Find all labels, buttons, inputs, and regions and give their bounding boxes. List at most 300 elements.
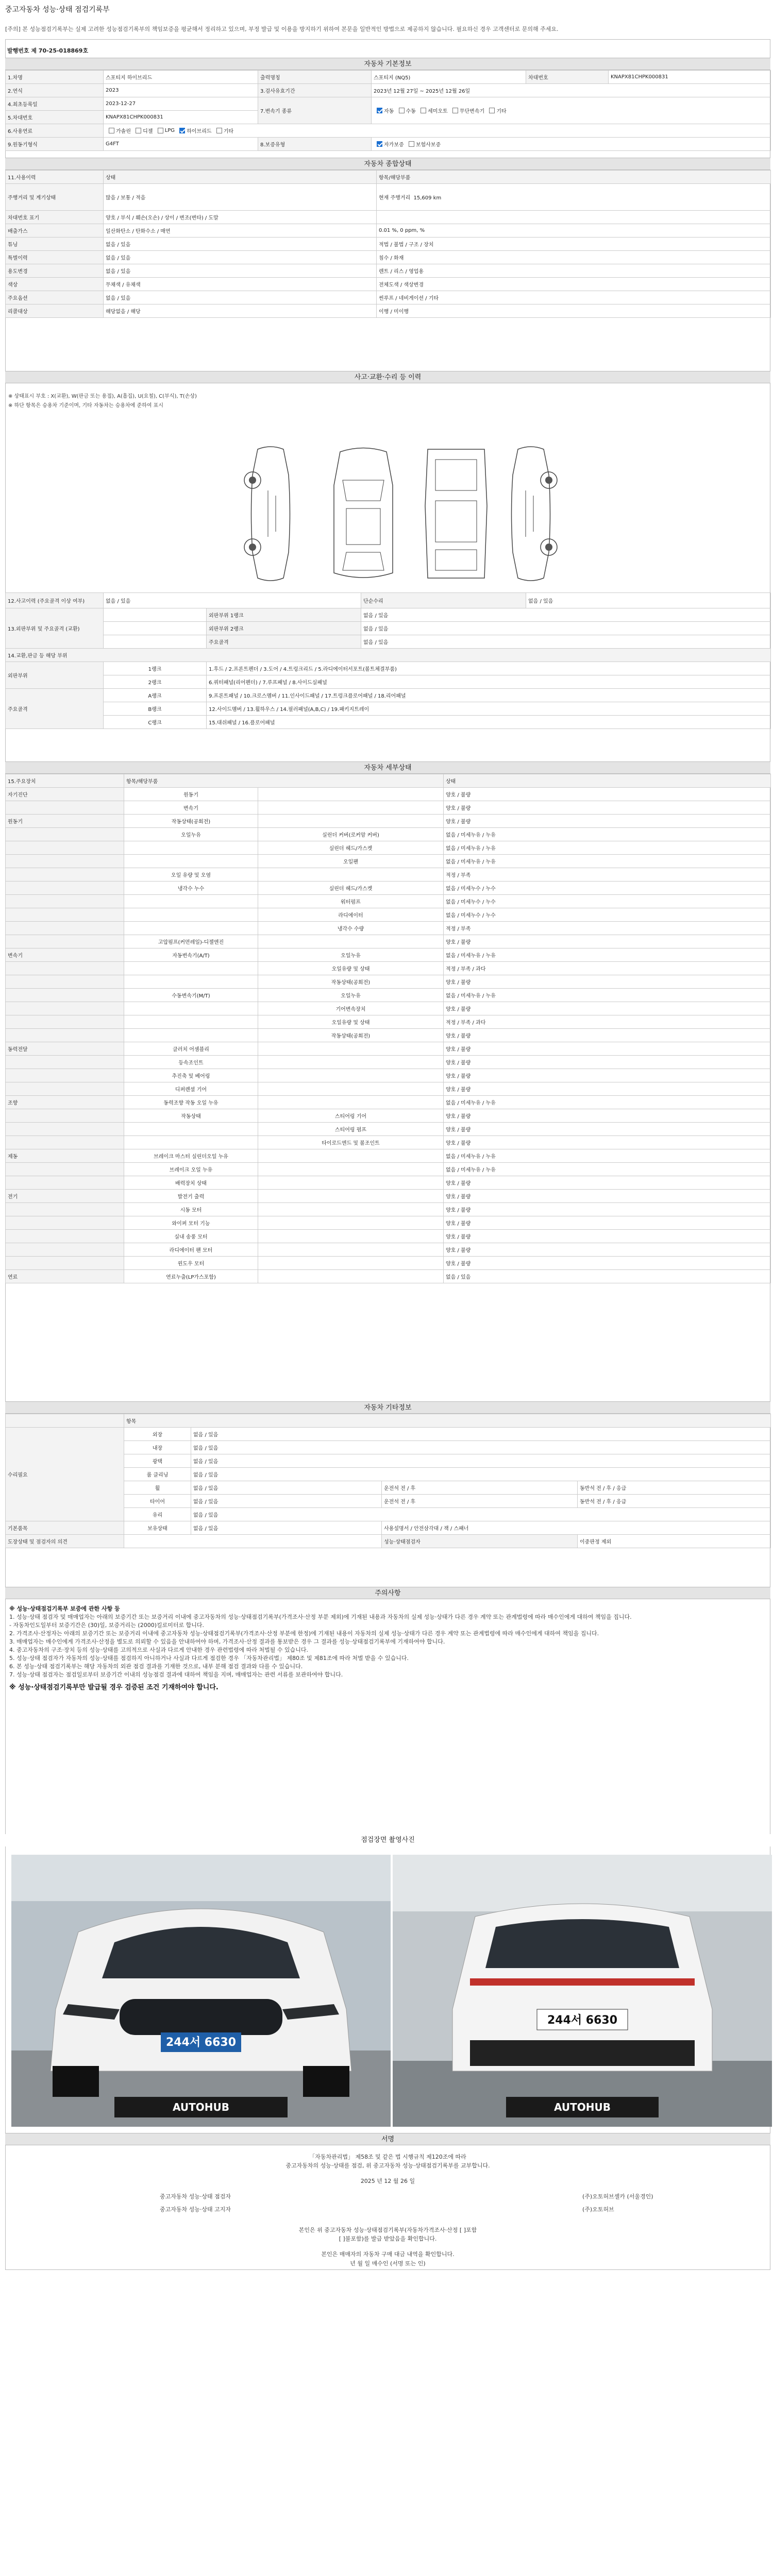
- detail-status: 양호 / 불량: [444, 1123, 771, 1136]
- accident-legend: ※ 상태표시 부호 : X(교환), W(판금 또는 용접), A(흠집), U(요철), C(부식), T(손상): [8, 394, 197, 399]
- detail-item: [124, 962, 258, 975]
- general-state: 없음 / 있음: [104, 251, 377, 264]
- table-row: 외판부위 2랭크 없음 / 있음: [6, 622, 771, 635]
- table-row: [6, 1082, 771, 1096]
- signature-line: 년 월 일 매수인 (서명 또는 인): [350, 2260, 426, 2267]
- basic-value: 스포티지 (NQ5): [372, 71, 526, 84]
- detail-status: 없음 / 있음: [444, 1270, 771, 1283]
- table-row: 유리 없음 / 있음: [6, 1508, 771, 1521]
- table-row: [6, 975, 771, 989]
- general-note: 이행 / 미이행: [377, 304, 771, 318]
- detail-item: [258, 1243, 444, 1257]
- general-note: 렌트 / 리스 / 영업용: [377, 264, 771, 278]
- table-row: [6, 828, 771, 841]
- detail-item: [6, 801, 124, 815]
- general-note: 전체도색 / 색상변경: [377, 278, 771, 291]
- general-state-table: [5, 170, 771, 318]
- detail-item: 변속기: [124, 801, 258, 815]
- detail-item: 디퍼렌셜 기어: [124, 1082, 258, 1096]
- general-note: 썬루프 / 네비게이션 / 기타: [377, 291, 771, 304]
- detail-item: 와이퍼 모터 기능: [124, 1216, 258, 1230]
- detail-item: 실린더 커버(로커암 커버): [258, 828, 444, 841]
- table-row: [6, 1203, 771, 1216]
- detail-status: 없음 / 미세누유 / 누유: [444, 948, 771, 962]
- basic-info-table: [5, 70, 771, 151]
- detail-status: 양호 / 불량: [444, 1042, 771, 1056]
- detail-item: [6, 1015, 124, 1029]
- detail-status: 양호 / 불량: [444, 1230, 771, 1243]
- detail-status: 양호 / 불량: [444, 1002, 771, 1015]
- detail-item: [258, 1203, 444, 1216]
- general-state: 없음 / 있음: [104, 291, 377, 304]
- detail-item: [258, 1257, 444, 1270]
- detail-item: [258, 1163, 444, 1176]
- checkbox-icon[interactable]: [377, 141, 382, 147]
- detail-item: 라디에이터: [258, 908, 444, 922]
- detail-item: 발전기 출력: [124, 1190, 258, 1203]
- checkbox-icon[interactable]: [399, 108, 405, 113]
- detail-item: [124, 908, 258, 922]
- table-row: [6, 815, 771, 828]
- rear-photo: [393, 1855, 772, 2127]
- basic-label: 9.원동기형식: [6, 138, 104, 151]
- detail-item: 원동기: [6, 815, 124, 828]
- detail-item: [6, 855, 124, 868]
- note-item: 6. 본 성능·상태 점검기록부는 해당 자동차의 외관 점검 결과를 기재한 것으로, 내부 분해 점검 결과와 다를 수 있습니다.: [9, 1663, 303, 1670]
- detail-item: 브레이크 오일 누유: [124, 1163, 258, 1176]
- detail-status: 양호 / 불량: [444, 1176, 771, 1190]
- detail-status: 양호 / 불량: [444, 975, 771, 989]
- mileage-cell: 현재 주행거리 15,609 km: [377, 184, 771, 211]
- table-row: 13.외판부위 및 주요골격 (교환) 외판부위 1랭크 없음 / 있음: [6, 608, 771, 622]
- detail-item: 자기진단: [6, 788, 124, 801]
- basic-value: 스포티지 하이브리드: [104, 71, 258, 84]
- basic-label: 7.변속기 종류: [258, 97, 372, 124]
- detail-item: [6, 908, 124, 922]
- table-row: [6, 264, 771, 278]
- detail-item: [124, 895, 258, 908]
- checkbox-icon[interactable]: [409, 141, 414, 147]
- front-license-plate: 244서 6630: [165, 2036, 237, 2049]
- detail-item: [258, 1082, 444, 1096]
- general-note: [377, 211, 771, 224]
- document-title: 중고자동차 성능·상태 점검기록부: [5, 6, 110, 14]
- table-row: [6, 1270, 771, 1283]
- table-row: 14.교환,판금 등 해당 부위: [6, 649, 771, 662]
- table-row: [6, 962, 771, 975]
- car-top-rear-diagram: [417, 444, 495, 583]
- table-row: [6, 935, 771, 948]
- table-row: 항목: [6, 1414, 771, 1428]
- detail-item: [258, 868, 444, 882]
- note-item: 2. 가격조사·산정자는 아래의 보증기간 또는 보증거리 이내에 중고자동차 성능·상태점검기록부(가격조사·산정 부분에 한정)에 기재된 내용이 자동차의 실제 성능·상태가 다른 경우 계약 또는 관계법령에 따라 매수인에게 대하여 책임을 집니다.: [9, 1630, 599, 1637]
- detail-status: 적정 / 부족 / 과다: [444, 962, 771, 975]
- detail-item: [124, 1123, 258, 1136]
- warranty-options: 자가보증 보험사보증: [372, 138, 771, 151]
- table-row: [6, 224, 771, 238]
- note-item: 3. 매매업자는 매수인에게 가격조사·산정을 별도로 의뢰할 수 있음을 안내하여야 하며, 가격조사·산정 결과를 통보받은 경우 그 결과를 성능·상태점검기록부에 기재하여야 합니다.: [9, 1638, 445, 1645]
- table-row: [6, 211, 771, 224]
- detail-item: 작동상태(공회전): [258, 975, 444, 989]
- table-row: [6, 291, 771, 304]
- table-row: [6, 124, 771, 138]
- detail-status: 양호 / 불량: [444, 1203, 771, 1216]
- table-row: [6, 989, 771, 1002]
- detail-item: [6, 1230, 124, 1243]
- table-row: [6, 788, 771, 801]
- detail-item: 실내 송풍 모터: [124, 1230, 258, 1243]
- detail-item: 자동변속기(A/T): [124, 948, 258, 962]
- section-sign: 서명: [5, 2133, 770, 2145]
- table-row: [6, 868, 771, 882]
- table-row: [6, 1149, 771, 1163]
- detail-item: 냉각수 수량: [258, 922, 444, 935]
- front-photo: [11, 1855, 391, 2127]
- table-row: [6, 1096, 771, 1109]
- table-row: B랭크 12.사이드멤버 / 13.휠하우스 / 14.필러패널(A,B,C) / 19.패키지트레이: [6, 702, 771, 716]
- notice-text: [주의] 본 성능점검기록부는 실제 고려한 성능점검기록부의 책임보증을 평균해서 정리하고 있으며, 부정 발급 및 이용을 방지하기 위하여 본문을 일반적인 방법으로 제공하지 않습니다. 필요하신 경우 고객센터로 문의해 주세요.: [5, 26, 559, 32]
- table-row: 외판부위 1랭크 1.후드 / 2.프론트펜더 / 3.도어 / 4.트렁크리드 / 5.라디에이터서포트(볼트체결부품): [6, 662, 771, 675]
- detail-item: [258, 1176, 444, 1190]
- detail-item: [258, 1270, 444, 1283]
- basic-label: 8.보증유형: [258, 138, 372, 151]
- detail-item: [258, 801, 444, 815]
- detail-item: [6, 1069, 124, 1082]
- detail-item: 제동: [6, 1149, 124, 1163]
- detail-item: 오일유량 및 상태: [258, 1015, 444, 1029]
- detail-item: 기어변속장치: [258, 1002, 444, 1015]
- table-row: [6, 895, 771, 908]
- detail-status: 없음 / 미세누유 / 누유: [444, 1096, 771, 1109]
- detail-item: [124, 841, 258, 855]
- section-etc-info: 자동차 기타정보: [5, 1401, 770, 1414]
- sign-line1: 「자동차관리법」 제58조 및 같은 법 시행규칙 제120조에 따라: [309, 2154, 466, 2160]
- detail-item: [6, 1176, 124, 1190]
- detail-item: 원동기: [124, 788, 258, 801]
- detail-item: [6, 1123, 124, 1136]
- transmission-options: 자동 수동 세미오토 무단변속기 기타: [372, 97, 771, 124]
- checkbox-icon[interactable]: [452, 108, 458, 113]
- table-row: [6, 184, 771, 211]
- detail-item: [6, 1243, 124, 1257]
- rear-station-logo: AUTOHUB: [554, 2101, 611, 2113]
- detail-status: 없음 / 미세누수 / 누수: [444, 882, 771, 895]
- detail-item: 연료누출(LP가스포함): [124, 1270, 258, 1283]
- general-label: 특별이력: [6, 251, 104, 264]
- detail-status: 없음 / 미세누유 / 누유: [444, 828, 771, 841]
- detail-item: 전기: [6, 1190, 124, 1203]
- detail-item: [6, 975, 124, 989]
- table-row: 2랭크 6.쿼터패널(리어펜더) / 7.루프패널 / 8.사이드실패널: [6, 675, 771, 689]
- detail-item: 라디에이터 팬 모터: [124, 1243, 258, 1257]
- table-row: 타이어 없음 / 있음 운전석 전 / 후 동반석 전 / 후 / 응급: [6, 1495, 771, 1508]
- table-row: [6, 1243, 771, 1257]
- detail-item: [124, 1029, 258, 1042]
- detail-item: [6, 841, 124, 855]
- table-row: [6, 1042, 771, 1056]
- table-row: [6, 138, 771, 151]
- basic-value: 2023: [104, 84, 258, 97]
- detail-item: 실린더 헤드/가스켓: [258, 841, 444, 855]
- section-general-state: 자동차 종합상태: [5, 158, 770, 170]
- checkbox-icon[interactable]: [489, 108, 495, 113]
- detail-status: 양호 / 불량: [444, 801, 771, 815]
- detail-item: 작동상태: [124, 1109, 258, 1123]
- checkbox-icon[interactable]: [136, 128, 141, 133]
- table-row: 광택 없음 / 있음: [6, 1454, 771, 1468]
- section-detail-state: 자동차 세부상태: [5, 761, 770, 774]
- detail-item: 스티어링 펌프: [258, 1123, 444, 1136]
- section-basic-info: 자동차 기본정보: [5, 58, 770, 70]
- general-label: 색상: [6, 278, 104, 291]
- detail-item: 실린더 헤드/가스켓: [258, 882, 444, 895]
- table-row: [6, 948, 771, 962]
- basic-label: 2.연식: [6, 84, 104, 97]
- section-accident-history: 사고·교환·수리 등 이력: [5, 371, 770, 383]
- checkbox-icon[interactable]: [377, 108, 382, 113]
- table-row: [6, 841, 771, 855]
- note-item: 5. 성능·상태 점검자가 자동차의 성능·상태를 점검하지 아니하거나 사실과 다르게 점검한 경우 「자동차관리법」 제80조 및 제81조에 따라 처벌 받을 수 있습니다.: [9, 1655, 409, 1662]
- table-row: [6, 1056, 771, 1069]
- table-row: [6, 1176, 771, 1190]
- table-row: [6, 97, 771, 111]
- table-row: [6, 1069, 771, 1082]
- detail-status: 양호 / 불량: [444, 815, 771, 828]
- detail-item: 스티어링 기어: [258, 1109, 444, 1123]
- detail-status: 없음 / 미세누수 / 누수: [444, 895, 771, 908]
- general-note: 적법 / 불법 / 구조 / 장치: [377, 238, 771, 251]
- detail-status: 없음 / 미세누유 / 누유: [444, 855, 771, 868]
- general-label: 11.사용이력: [6, 171, 104, 184]
- car-side-left-diagram: [237, 444, 304, 583]
- notes-heading: ※ 성능·상태점검기록부 보증에 관한 사항 등: [9, 1605, 120, 1612]
- general-label: 튜닝: [6, 238, 104, 251]
- table-row: [6, 304, 771, 318]
- table-row: [6, 71, 771, 84]
- checkbox-icon[interactable]: [179, 128, 185, 133]
- detail-item: [6, 882, 124, 895]
- general-label: 주요옵션: [6, 291, 104, 304]
- etc-info-table: [5, 1414, 771, 1548]
- detail-item: 작동상태(공회전): [124, 815, 258, 828]
- detail-item: 변속기: [6, 948, 124, 962]
- table-row: [6, 278, 771, 291]
- checkbox-icon[interactable]: [216, 128, 222, 133]
- detail-status: 없음 / 미세누유 / 누유: [444, 1163, 771, 1176]
- note-item: 7. 성능·상태 점검자는 점검일로부터 보증기간 이내의 성능점검 결과에 대하여 책임을 지며, 매매업자는 관련 서류를 보관하여야 합니다.: [9, 1671, 343, 1678]
- detail-item: [6, 895, 124, 908]
- table-row: 룸 클리닝 없음 / 있음: [6, 1468, 771, 1481]
- checkbox-icon[interactable]: [421, 108, 426, 113]
- detail-item: 오일누유: [258, 948, 444, 962]
- accident-note: ※ 하단 항목은 승용차 기준이며, 기타 자동차는 승용차에 준하여 표시: [8, 403, 163, 409]
- detail-item: 클러치 어셈블리: [124, 1042, 258, 1056]
- table-row: [6, 922, 771, 935]
- basic-value: KNAPX81CHPK000831: [104, 111, 258, 124]
- detail-item: [6, 1216, 124, 1230]
- table-row: [6, 1029, 771, 1042]
- table-row: [6, 1190, 771, 1203]
- detail-item: 배력장치 상태: [124, 1176, 258, 1190]
- general-label: 주행거리 및 계기상태: [6, 184, 104, 211]
- detail-item: 연료: [6, 1270, 124, 1283]
- table-row: 주요골격 없음 / 있음: [6, 635, 771, 649]
- detail-item: 작동상태(공회전): [258, 1029, 444, 1042]
- detail-item: [6, 1002, 124, 1015]
- detail-state-table: [5, 774, 771, 1283]
- table-row: [6, 84, 771, 97]
- confirm-line3: 본인은 매매자의 자동차 구매 대금 내역을 확인합니다.: [321, 2251, 455, 2258]
- table-row: [6, 801, 771, 815]
- table-row: [6, 171, 771, 184]
- detail-status: 양호 / 불량: [444, 1056, 771, 1069]
- detail-status: 없음 / 미세누수 / 누수: [444, 908, 771, 922]
- sign-date: 2025 년 12 월 26 일: [360, 2178, 415, 2184]
- table-row: [6, 1002, 771, 1015]
- detail-item: [6, 1056, 124, 1069]
- table-row: [6, 908, 771, 922]
- table-row: [6, 855, 771, 868]
- detail-item: [6, 922, 124, 935]
- detail-status: 양호 / 불량: [444, 1109, 771, 1123]
- detail-status: 없음 / 미세누유 / 누유: [444, 841, 771, 855]
- sign-line2: 중고자동차의 성능·상태를 점검, 위 중고자동차 성능·상태점검기록부를 교부합니다.: [285, 2162, 490, 2169]
- detail-item: [258, 815, 444, 828]
- checkbox-icon[interactable]: [109, 128, 114, 133]
- basic-label: 차대번호: [526, 71, 609, 84]
- detail-item: 수동변속기(M/T): [124, 989, 258, 1002]
- detail-item: 윈도우 모터: [124, 1257, 258, 1270]
- basic-label: 4.최초등록일: [6, 97, 104, 111]
- table-row: 기본품목 보유상태 없음 / 있음 사용설명서 / 안전삼각대 / 잭 / 스패너: [6, 1521, 771, 1535]
- detail-item: [6, 1257, 124, 1270]
- detail-item: [258, 1096, 444, 1109]
- detail-item: [258, 1216, 444, 1230]
- detail-item: [258, 1042, 444, 1056]
- detail-item: [258, 1190, 444, 1203]
- detail-item: [124, 1136, 258, 1149]
- detail-item: [258, 788, 444, 801]
- detail-item: 브레이크 마스터 실린더오일 누유: [124, 1149, 258, 1163]
- basic-value: G4FT: [104, 138, 258, 151]
- detail-item: 오일누유: [258, 989, 444, 1002]
- detail-status: 없음 / 미세누유 / 누유: [444, 1149, 771, 1163]
- mileage-value: 15,609 km: [413, 195, 442, 201]
- detail-item: 냉각수 누수: [124, 882, 258, 895]
- detail-item: [6, 1136, 124, 1149]
- table-row: 12.사고이력 (주요골격 이상 여부) 없음 / 있음 단순수리 없음 / 있음: [6, 593, 771, 608]
- front-car-image: [11, 1855, 391, 2127]
- detail-item: [258, 1230, 444, 1243]
- detail-item: [258, 1149, 444, 1163]
- section-photos: 점검장면 촬영사진: [5, 1834, 770, 1846]
- detail-status: 양호 / 불량: [444, 1029, 771, 1042]
- general-label: 용도변경: [6, 264, 104, 278]
- detail-item: 오일유량 및 상태: [258, 962, 444, 975]
- detail-status: 양호 / 불량: [444, 788, 771, 801]
- table-row: 15.주요장치 항목/해당부품 상태: [6, 774, 771, 788]
- table-row: 휠 없음 / 있음 운전석 전 / 후 동반석 전 / 후 / 응급: [6, 1481, 771, 1495]
- table-row: [6, 1163, 771, 1176]
- basic-value: 2023-12-27: [104, 97, 258, 111]
- detail-item: [6, 1109, 124, 1123]
- detail-status: 양호 / 불량: [444, 1069, 771, 1082]
- table-row: [6, 251, 771, 264]
- general-state: 많음 / 보통 / 적음: [104, 184, 377, 211]
- detail-item: [6, 962, 124, 975]
- detail-status: 양호 / 불량: [444, 935, 771, 948]
- table-row: [6, 1136, 771, 1149]
- detail-item: [258, 935, 444, 948]
- detail-item: [6, 828, 124, 841]
- table-row: C랭크 15.대쉬패널 / 16.플로어패널: [6, 716, 771, 729]
- car-top-front-diagram: [325, 444, 402, 583]
- general-state: 없음 / 있음: [104, 264, 377, 278]
- detail-item: [6, 1082, 124, 1096]
- basic-label: 1.차명: [6, 71, 104, 84]
- detail-item: [124, 1002, 258, 1015]
- accident-table: [5, 592, 771, 729]
- detail-status: 양호 / 불량: [444, 1082, 771, 1096]
- general-note: 침수 / 화재: [377, 251, 771, 264]
- inspector-value: (주)오토허브셀카 (서울경인): [582, 2193, 653, 2200]
- detail-status: 양호 / 불량: [444, 1257, 771, 1270]
- detail-item: [6, 989, 124, 1002]
- detail-item: [124, 975, 258, 989]
- table-row: 내장 없음 / 있음: [6, 1441, 771, 1454]
- confirm-line1: 본인은 위 중고자동차 성능·상태점검기록부(자동차가격조사·산정 [ ]포함: [298, 2227, 477, 2233]
- basic-value: 2023년 12월 27일 ~ 2025년 12월 26일: [372, 84, 771, 97]
- detail-item: [6, 1029, 124, 1042]
- detail-status: 양호 / 불량: [444, 1136, 771, 1149]
- section-notes: 주의사항: [5, 1587, 770, 1599]
- detail-item: [124, 922, 258, 935]
- detail-item: 고압펌프(커먼레일)-디젤엔진: [124, 935, 258, 948]
- detail-status: 양호 / 불량: [444, 1190, 771, 1203]
- document: [5, 0, 770, 2576]
- general-state: 해당없음 / 해당: [104, 304, 377, 318]
- table-row: [6, 1015, 771, 1029]
- table-row: [6, 1216, 771, 1230]
- confirm-line2: [ ]불포함)를 발급 받았음을 확인합니다.: [339, 2235, 437, 2242]
- inspector-label: 중고자동차 성능·상태 점검자: [160, 2193, 231, 2200]
- general-state: 상태: [104, 171, 377, 184]
- notes-block: [9, 1605, 767, 1692]
- front-station-logo: AUTOHUB: [173, 2101, 229, 2113]
- detail-item: 동력조향 작동 오일 누유: [124, 1096, 258, 1109]
- note-item: - 자동차인도일부터 보증기간은 (30)일, 보증거리는 (2000)킬로미터로 합니다.: [9, 1622, 204, 1629]
- table-row: 주요골격 A랭크 9.프론트패널 / 10.크로스멤버 / 11.인사이드패널 / 17.트렁크플로어패널 / 18.리어패널: [6, 689, 771, 702]
- detail-status: 적정 / 부족: [444, 922, 771, 935]
- detail-item: 타이로드엔드 및 볼조인트: [258, 1136, 444, 1149]
- detail-status: 양호 / 불량: [444, 1216, 771, 1230]
- checkbox-icon[interactable]: [158, 128, 163, 133]
- basic-label: 6.사용연료: [6, 124, 104, 138]
- general-label: 차대번호 표기: [6, 211, 104, 224]
- table-row: [6, 238, 771, 251]
- detail-status: 적정 / 부족: [444, 868, 771, 882]
- detail-status: 없음 / 미세누유 / 누유: [444, 989, 771, 1002]
- appraiser-label: 중고자동차 성능·상태 고지자: [160, 2206, 231, 2213]
- detail-item: 오일누유: [124, 828, 258, 841]
- basic-label: 5.차대번호: [6, 111, 104, 124]
- rear-license-plate: 244서 6630: [547, 2014, 618, 2027]
- certificate-number: 발행번호 제 70-25-018869호: [7, 47, 89, 54]
- detail-item: 조향: [6, 1096, 124, 1109]
- detail-item: [6, 1163, 124, 1176]
- table-row: [6, 1109, 771, 1123]
- general-state: 양호 / 부식 / 훼손(오손) / 상이 / 변조(변타) / 도말: [104, 211, 377, 224]
